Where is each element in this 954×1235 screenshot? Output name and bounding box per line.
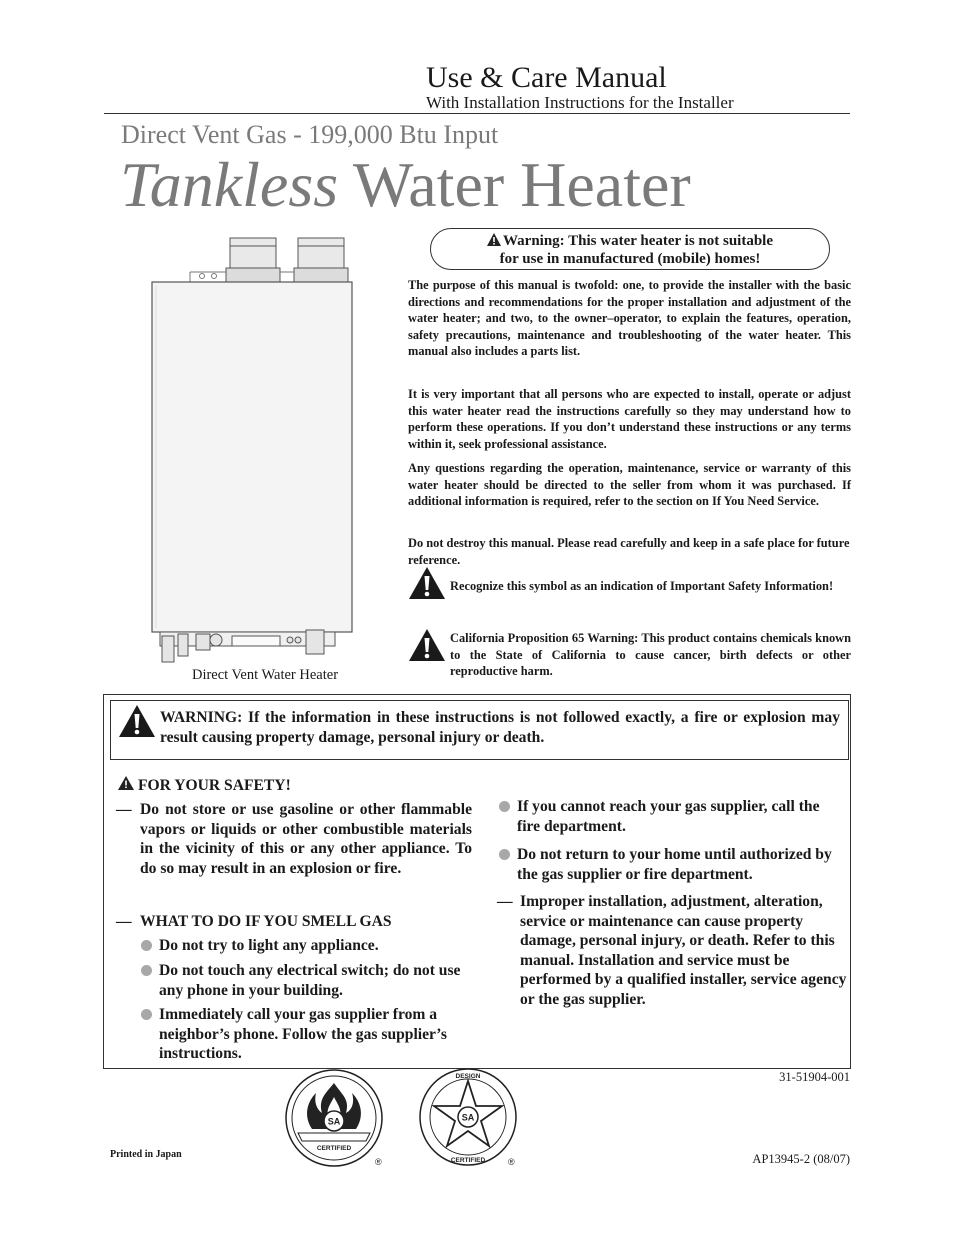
warning-triangle-icon [118,776,134,790]
water-heater-illustration [150,236,380,666]
manual-title: Use & Care Manual [426,61,667,94]
intro-paragraph-1: The purpose of this manual is twofold: one, to provide the installer with the basic directions and recommendations for the proper installation and adjustment of the water heater; and two, to the owner–operator, to explain the features, operation, safety precautions, maintenance and troubleshooting of the water heater. This manual also includes a parts list. [408,278,851,359]
csa-certified-seal-icon [284,1069,386,1169]
bullet-icon [499,801,510,812]
product-line: Direct Vent Gas - 199,000 Btu Input [121,120,499,149]
svg-text:SA: SA [461,1112,475,1123]
safety-heading: FOR YOUR SAFETY! [118,776,291,796]
smell-gas-step: Do not return to your home until authorized by the gas supplier or fire department. [517,846,832,883]
product-title-italic: Tankless [120,149,339,220]
part-number: 31-51904-001 [779,1070,850,1084]
figure-caption: Direct Vent Water Heater [191,667,339,683]
flammable-vapors-instruction: Do not store or use gasoline or other flammable vapors or liquids or other combustible materials in the vicinity of this or any other appliance. To do so may result in an explosion or fire. [140,801,472,877]
fire-explosion-warning: WARNING: If the information in these instructions is not followed exactly, a fire or explosion may result causing property damage, personal injury or death. [160,709,840,746]
product-title-rest: Water Heater [338,149,691,220]
mobile-home-warning [430,228,830,270]
bullet-icon [141,1009,152,1020]
safety-alert-icon [118,704,156,738]
mobile-home-warning-line1: Warning: This water heater is not suitable [502,233,774,249]
smell-gas-step: Immediately call your gas supplier from a neighbor’s phone. Follow the gas supplier’s instructions. [159,1006,447,1062]
warning-triangle-icon [487,233,501,246]
intro-paragraph-3: Any questions regarding the operation, maintenance, service or warranty of this water heater should be directed to the seller from whom it was purchased. If additional information is required, refer to the section on If You Need Service. [408,461,851,509]
smell-gas-step: Do not try to light any appliance. [159,937,379,954]
smell-gas-heading: WHAT TO DO IF YOU SMELL GAS [140,913,392,930]
dash-marker: — [116,801,132,818]
svg-text:CERTIFIED: CERTIFIED [316,1145,352,1152]
svg-text:DESIGN: DESIGN [455,1073,481,1080]
safety-symbol-note: Recognize this symbol as an indication of Important Safety Information! [408,566,851,595]
smell-gas-step: If you cannot reach your gas supplier, call the fire department. [517,798,820,835]
mobile-home-warning-line2: for use in manufactured (mobile) homes! [499,251,761,267]
registered-mark: ® [508,1157,515,1167]
svg-text:SA: SA [327,1116,341,1127]
printed-in: Printed in Japan [110,1149,182,1160]
registered-mark: ® [375,1157,382,1167]
bullet-icon [141,965,152,976]
smell-gas-step: Do not touch any electrical switch; do not use any phone in your building. [159,962,461,999]
manual-subtitle: With Installation Instructions for the Installer [426,93,734,112]
dash-marker: — [497,893,513,910]
prop65-warning: California Proposition 65 Warning: This product contains chemicals known to the State of California to cause cancer, birth defects or other reproductive harm. [408,628,851,680]
bullet-icon [141,940,152,951]
safety-alert-icon [408,628,446,662]
intro-paragraph-2: It is very important that all persons who are expected to install, operate or adjust this water heater read the instructions carefully so they may understand how to perform these operations. If you don’t understand these instructions or any terms within it, seek professional assistance. [408,387,851,451]
improper-installation-warning: Improper installation, adjustment, alteration, service or maintenance can cause property damage, personal injury, or death. Refer to this manual. Installation and service must be performed by a qualified installer, service agency or the gas supplier. [520,893,847,1008]
safety-alert-icon [408,566,446,600]
product-title [120,148,691,222]
intro-paragraph-4: Do not destroy this manual. Please read carefully and keep in a safe place for future reference. [408,536,850,567]
dash-marker: — [116,913,132,930]
ap-number: AP13945-2 (08/07) [752,1152,850,1166]
design-certified-seal-icon [418,1068,520,1168]
bullet-icon [499,849,510,860]
header-rule [104,113,850,114]
svg-text:CERTIFIED: CERTIFIED [450,1157,486,1164]
